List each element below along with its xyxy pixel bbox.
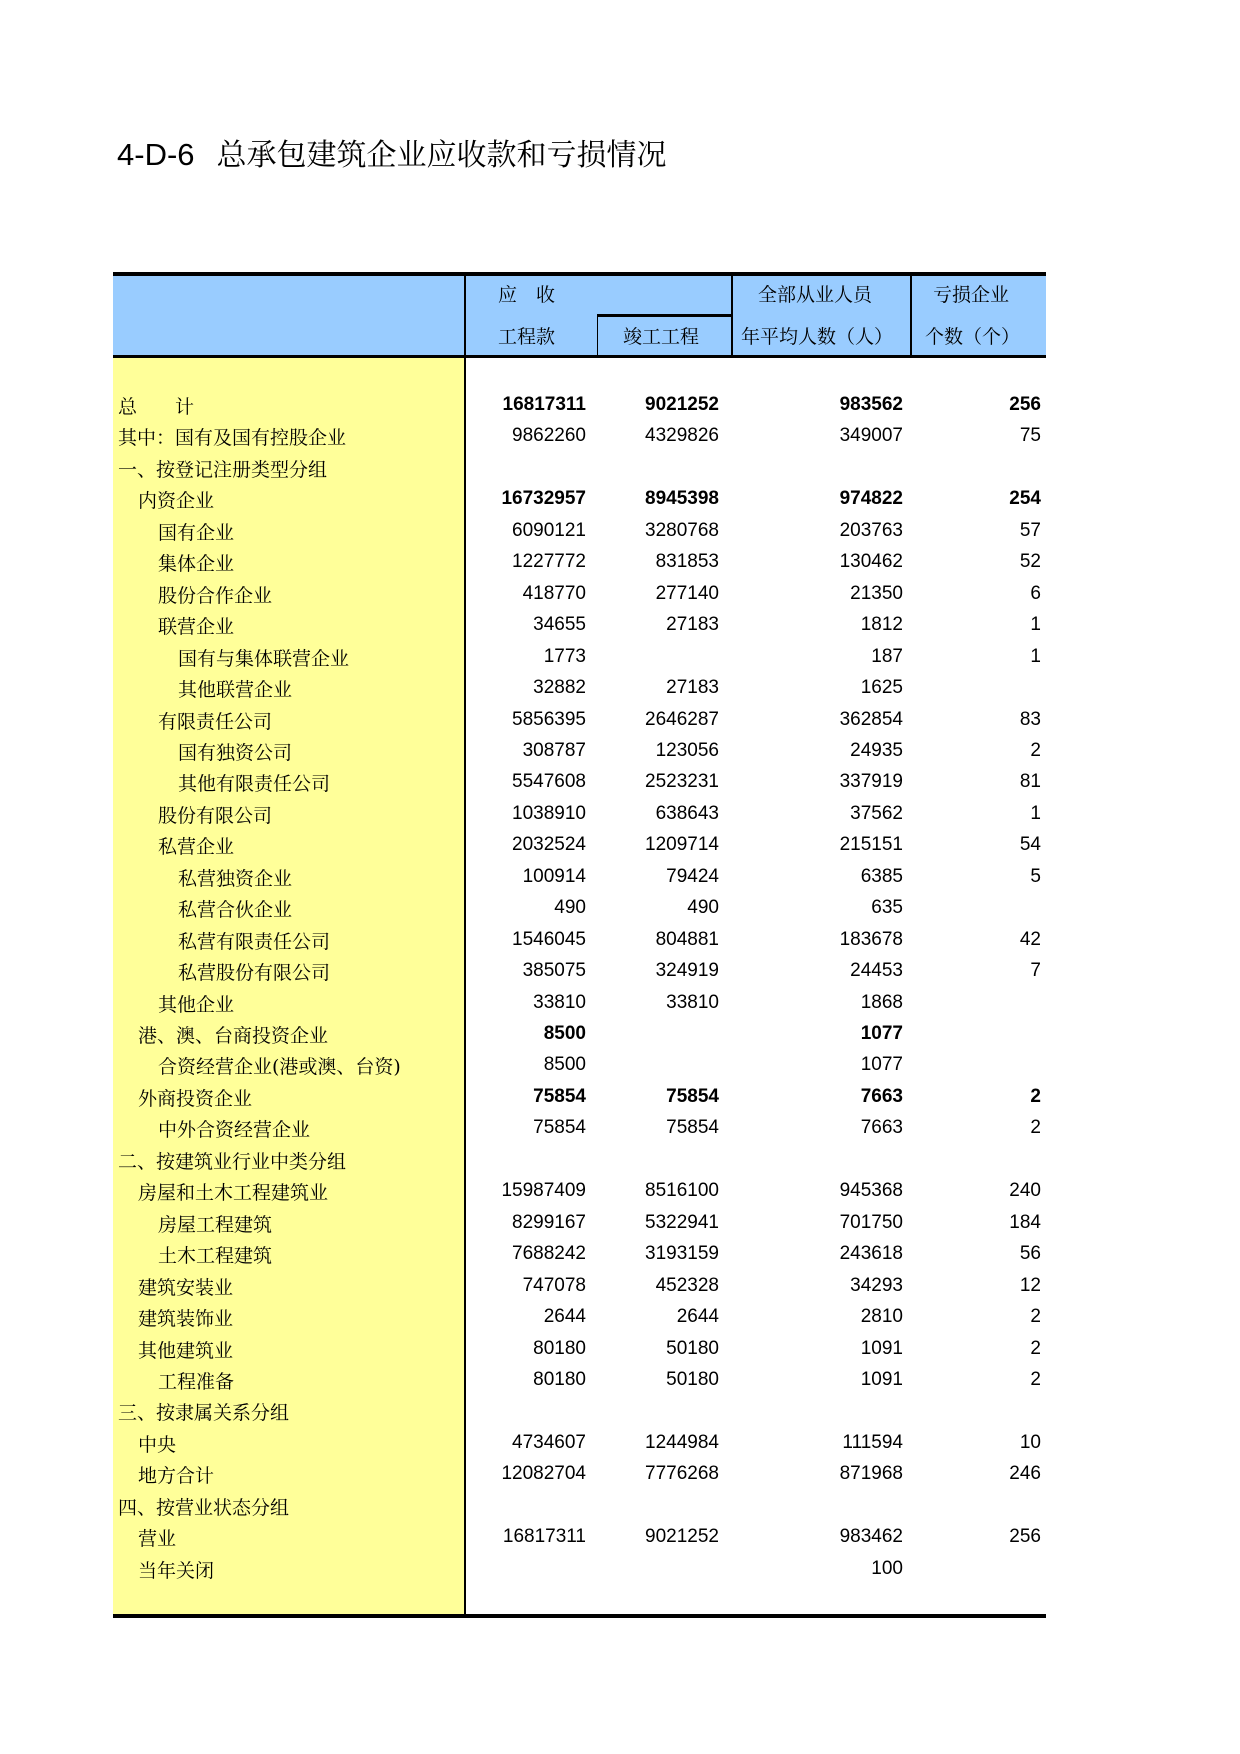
cell-value: 635 [871,897,903,919]
row-label: 总 计 [118,396,195,418]
row-label: 私营独资企业 [178,867,293,890]
cell-value: 56 [1019,1243,1041,1265]
cell-value: 80180 [533,1337,586,1359]
cell-value: 2810 [860,1306,903,1328]
row-label: 四、按营业状态分组 [118,1496,290,1519]
divider [597,314,732,317]
cell-value: 246 [1009,1463,1041,1485]
cell-value: 203763 [839,519,903,541]
table-row [113,1241,1046,1272]
row-label: 其他建筑业 [138,1339,234,1362]
table-row [113,518,1046,549]
cell-value: 16817311 [502,1526,586,1548]
cell-value: 100 [871,1557,903,1579]
cell-value: 974822 [839,488,903,510]
cell-value: 80180 [533,1368,586,1390]
cell-value: 983462 [839,1526,903,1548]
table-row [113,1084,1046,1115]
table-row [113,1556,1046,1587]
cell-value: 75854 [666,1117,719,1139]
table-row [113,1367,1046,1398]
cell-value: 8500 [543,1054,586,1076]
table-row [113,1115,1046,1146]
table-row [113,738,1046,769]
cell-value: 8299167 [512,1211,586,1233]
cell-value: 21350 [850,582,903,604]
cell-value: 701750 [839,1211,903,1233]
row-label: 国有企业 [158,521,235,544]
cell-value: 1868 [860,991,903,1013]
header-employees-sub: 年平均人数（人） [741,326,894,348]
table-row [113,832,1046,863]
row-label: 三、按隶属关系分组 [118,1402,290,1425]
cell-value: 9021252 [645,1526,719,1548]
cell-value: 34293 [850,1274,903,1296]
cell-value: 2 [1030,1306,1041,1328]
cell-value: 1091 [860,1337,903,1359]
cell-value: 7663 [860,1085,903,1107]
table-row [113,1021,1046,1052]
cell-value: 362854 [839,708,903,730]
cell-value: 16732957 [501,488,586,510]
cell-value: 490 [554,897,586,919]
cell-value: 37562 [850,802,903,824]
table-row [113,612,1046,643]
table-row [113,423,1046,454]
table-row [113,1273,1046,1304]
cell-value: 324919 [655,960,719,982]
table-name: 总承包建筑企业应收款和亏损情况 [216,138,667,173]
row-label: 建筑安装业 [138,1276,234,1299]
header-loss: 亏损企业 [933,284,1010,306]
cell-value: 183678 [839,928,903,950]
cell-value: 452328 [655,1274,719,1296]
cell-value: 4734607 [512,1431,586,1453]
cell-value: 1773 [543,645,586,667]
cell-value: 100914 [522,865,586,887]
cell-value: 5856395 [512,708,586,730]
cell-value: 184 [1009,1211,1041,1233]
row-label: 有限责任公司 [158,710,273,733]
cell-value: 9021252 [645,394,719,415]
table-row [113,769,1046,800]
cell-value: 240 [1009,1180,1041,1202]
cell-value: 945368 [839,1180,903,1202]
table-row [113,707,1046,738]
cell-value: 33810 [666,991,719,1013]
cell-value: 27183 [666,677,719,699]
cell-value: 123056 [655,739,719,761]
cell-value: 130462 [839,551,903,573]
cell-value: 490 [687,897,719,919]
cell-value: 6 [1030,582,1041,604]
cell-value: 32882 [533,677,586,699]
cell-value: 6385 [860,865,903,887]
header-loss-sub: 个数（个） [925,326,1021,348]
page-title [117,130,667,174]
table-row [113,1178,1046,1209]
cell-value: 79424 [666,865,719,887]
cell-value: 385075 [522,960,586,982]
row-label: 营业 [138,1528,177,1551]
cell-value: 1546045 [512,928,586,950]
cell-value: 1091 [860,1368,903,1390]
row-label: 私营有限责任公司 [178,930,331,953]
table-row [113,864,1046,895]
data-table [113,272,1046,1620]
cell-value: 75854 [666,1085,719,1107]
cell-value: 24935 [850,739,903,761]
row-label: 二、按建筑业行业中类分组 [118,1150,347,1173]
cell-value: 27183 [666,614,719,636]
row-label: 联营企业 [158,616,235,639]
cell-value: 256 [1009,394,1041,415]
divider [597,314,598,358]
cell-value: 1 [1030,614,1041,636]
cell-value: 8500 [543,1023,586,1044]
cell-value: 42 [1019,928,1041,950]
cell-value: 8516100 [645,1180,719,1202]
cell-value: 9862260 [512,425,586,447]
header-completed: 竣工工程 [623,326,700,348]
cell-value: 187 [871,645,903,667]
cell-value: 5 [1030,865,1041,887]
cell-value: 2523231 [645,771,719,793]
table-row [113,895,1046,926]
cell-value: 50180 [666,1368,719,1390]
row-label: 房屋工程建筑 [158,1213,273,1236]
cell-value: 2644 [676,1306,719,1328]
cell-value: 1038910 [512,802,586,824]
table-row [113,1493,1046,1524]
table-row [113,549,1046,580]
cell-value: 5322941 [645,1211,719,1233]
table-row [113,1147,1046,1178]
cell-value: 75 [1019,425,1041,447]
row-label: 内资企业 [138,490,215,513]
cell-value: 638643 [655,802,719,824]
cell-value: 2 [1030,1117,1041,1139]
table-row [113,1430,1046,1461]
table-row [113,1052,1046,1083]
row-label: 其中：国有及国有控股企业 [118,427,347,450]
cell-value: 254 [1009,488,1041,510]
cell-value: 831853 [655,551,719,573]
cell-value: 3280768 [645,519,719,541]
header-receivable-sub: 工程款 [498,326,556,348]
cell-value: 308787 [522,739,586,761]
row-label: 国有与集体联营企业 [178,647,350,670]
table-row [113,644,1046,675]
cell-value: 81 [1019,771,1041,793]
table-row [113,581,1046,612]
cell-value: 75854 [533,1085,586,1107]
cell-value: 2 [1030,739,1041,761]
cell-value: 50180 [666,1337,719,1359]
table-row [113,1398,1046,1429]
table-code: 4-D-6 [117,137,195,172]
cell-value: 7688242 [512,1243,586,1265]
cell-value: 337919 [839,771,903,793]
row-label: 合资经营企业(港或澳、台资) [158,1056,401,1079]
cell-value: 33810 [533,991,586,1013]
cell-value: 7663 [860,1117,903,1139]
cell-value: 4329826 [645,425,719,447]
table-row [113,958,1046,989]
row-label: 其他企业 [158,993,235,1016]
row-label: 一、按登记注册类型分组 [118,458,328,481]
row-label: 私营合伙企业 [178,899,293,922]
cell-value: 6090121 [512,519,586,541]
table-row [113,455,1046,486]
row-label: 私营股份有限公司 [178,962,331,985]
cell-value: 54 [1019,834,1041,856]
cell-value: 418770 [522,582,586,604]
cell-value: 83 [1019,708,1041,730]
cell-value: 1812 [860,614,903,636]
table-row [113,927,1046,958]
cell-value: 5547608 [512,771,586,793]
cell-value: 804881 [655,928,719,950]
cell-value: 256 [1009,1526,1041,1548]
cell-value: 1625 [860,677,903,699]
cell-value: 349007 [839,425,903,447]
row-label: 当年关闭 [138,1559,215,1582]
cell-value: 57 [1019,519,1041,541]
row-label: 私营企业 [158,836,235,859]
cell-value: 983562 [839,394,903,415]
bottom-border [113,1614,1046,1618]
row-label: 建筑装饰业 [138,1308,234,1331]
row-label: 集体企业 [158,553,235,576]
row-label: 房屋和土木工程建筑业 [138,1182,329,1205]
cell-value: 12 [1019,1274,1041,1296]
row-label: 港、澳、台商投资企业 [138,1025,329,1047]
cell-value: 2646287 [645,708,719,730]
cell-value: 2644 [543,1306,586,1328]
cell-value: 1244984 [645,1431,719,1453]
cell-value: 243618 [839,1243,903,1265]
cell-value: 1 [1030,645,1041,667]
cell-value: 111594 [842,1431,903,1453]
row-label: 中央 [138,1433,177,1456]
header-receivable: 应 收 [498,284,556,306]
cell-value: 16817311 [502,394,586,415]
header-employees: 全部从业人员 [758,284,873,306]
row-label: 中外合资经营企业 [158,1119,311,1142]
row-label: 土木工程建筑 [158,1245,273,1268]
cell-value: 1077 [860,1023,903,1044]
table-row [113,392,1046,423]
cell-value: 1 [1030,802,1041,824]
row-label: 外商投资企业 [138,1087,253,1110]
cell-value: 3193159 [645,1243,719,1265]
cell-value: 2032524 [512,834,586,856]
table-row [113,486,1046,517]
cell-value: 15987409 [501,1180,586,1202]
cell-value: 277140 [655,582,719,604]
cell-value: 52 [1019,551,1041,573]
cell-value: 2 [1030,1085,1041,1107]
table-row [113,1461,1046,1492]
table-row [113,990,1046,1021]
cell-value: 12082704 [501,1463,586,1485]
cell-value: 1209714 [645,834,719,856]
cell-value: 747078 [522,1274,586,1296]
table-row [113,1336,1046,1367]
cell-value: 1227772 [512,551,586,573]
divider [910,272,912,358]
cell-value: 75854 [533,1117,586,1139]
cell-value: 10 [1019,1431,1041,1453]
cell-value: 215151 [839,834,903,856]
cell-value: 2 [1030,1337,1041,1359]
row-label: 地方合计 [138,1465,215,1488]
row-label: 股份合作企业 [158,584,273,607]
cell-value: 871968 [839,1463,903,1485]
table-row [113,1304,1046,1335]
cell-value: 7776268 [645,1463,719,1485]
cell-value: 1077 [860,1054,903,1076]
cell-value: 24453 [850,960,903,982]
table-row [113,801,1046,832]
cell-value: 8945398 [645,488,719,510]
row-label: 其他有限责任公司 [178,773,331,796]
table-row [113,1210,1046,1241]
table-row [113,1524,1046,1555]
cell-value: 2 [1030,1368,1041,1390]
row-label: 其他联营企业 [178,679,293,702]
row-label: 国有独资公司 [178,741,293,764]
table-row [113,675,1046,706]
cell-value: 34655 [533,614,586,636]
table-header [113,272,1046,358]
cell-value: 7 [1030,960,1041,982]
row-label: 工程准备 [158,1370,235,1393]
row-label: 股份有限公司 [158,804,273,827]
